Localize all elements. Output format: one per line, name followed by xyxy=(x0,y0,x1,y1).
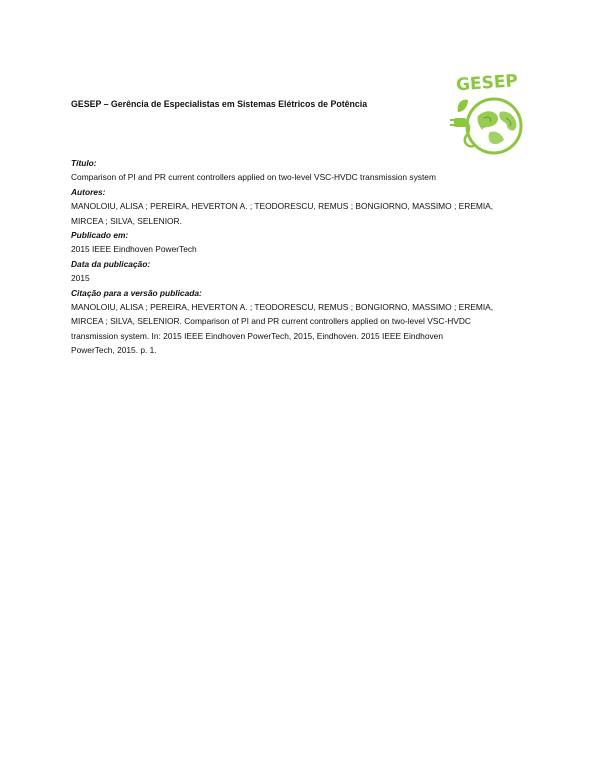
authors-line-1: MANOLOIU, ALISA ; PEREIRA, HEVERTON A. ; TEODORESCU, REMUS ; BONGIORNO, MASSIMO ; EREMIA, xyxy=(71,201,494,212)
date-value: 2015 xyxy=(71,273,90,284)
citation-line-3: transmission system. In: 2015 IEEE Eindhoven PowerTech, 2015, Eindhoven. 2015 IEEE Eindhoven xyxy=(71,330,443,341)
published-label: Publicado em: xyxy=(71,230,129,241)
title-label: Título: xyxy=(71,158,97,168)
authors-line-2: MIRCEA ; SILVA, SELENIOR. xyxy=(71,215,182,226)
citation-line-4: PowerTech, 2015. p. 1. xyxy=(71,345,157,356)
gesep-logo xyxy=(444,66,538,158)
authors-label: Autores: xyxy=(71,186,106,197)
published-value: 2015 IEEE Eindhoven PowerTech xyxy=(71,244,197,255)
citation-line-2: MIRCEA ; SILVA, SELENIOR. Comparison of PI and PR current controllers applied on two-level VSC-HVDC xyxy=(71,316,471,327)
date-label: Data da publicação: xyxy=(71,258,151,269)
logo-wordmark: GESEP xyxy=(455,71,519,96)
organization-heading: GESEP – Gerência de Especialistas em Sistemas Elétricos de Potência xyxy=(71,99,368,109)
gesep-globe-plug-icon xyxy=(444,66,538,158)
citation-label: Citação para a versão publicada: xyxy=(71,287,202,298)
citation-line-1: MANOLOIU, ALISA ; PEREIRA, HEVERTON A. ; TEODORESCU, REMUS ; BONGIORNO, MASSIMO ; EREMIA, xyxy=(71,302,494,313)
title-value: Comparison of PI and PR current controllers applied on two-level VSC-HVDC transmission system xyxy=(71,172,436,183)
record-metadata xyxy=(71,156,541,358)
